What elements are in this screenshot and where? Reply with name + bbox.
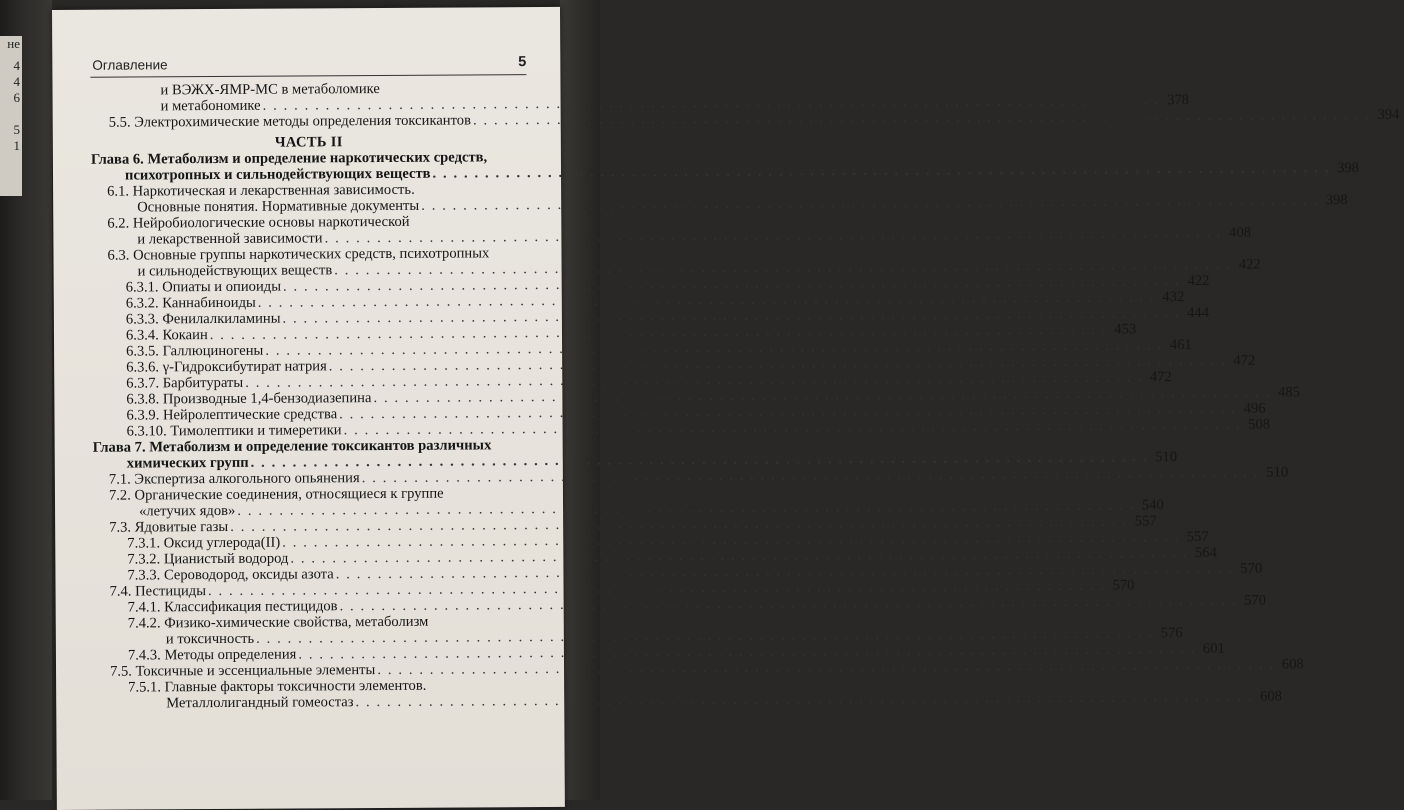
toc-entry-text: «летучих ядов» [139,502,236,520]
toc-line [94,688,1282,712]
toc-entry-text: 7.4.2. Физико-химические свойства, метаболизм [127,613,429,632]
toc-entry-text: 6.3.3. Фенилалкиламины [125,310,281,328]
table-of-contents [90,80,1400,712]
toc-entry-text: 6.3.7. Барбитураты [126,374,244,392]
toc-page-number: 472 [1233,352,1256,369]
toc-page-number: 422 [1238,256,1261,273]
toc-entry-text: 7.3.2. Цианистый водород [127,550,289,568]
toc-page-number: 472 [1149,369,1172,386]
toc-entry-text: Основные понятия. Нормативные документы [137,197,420,216]
toc-entry-text: 6.3.8. Производные 1,4-бензодиазепина [126,390,372,408]
previous-page-text: 4 [13,74,20,89]
previous-page-fragment [0,36,22,196]
toc-page-number: 608 [1260,688,1282,705]
toc-entry-text: Металлолигандный гомеостаз [166,694,354,712]
toc-page-number: 432 [1162,289,1185,306]
toc-page-number: 444 [1187,304,1210,322]
toc-page-number: 461 [1169,337,1192,354]
previous-page-text: 6 [13,90,20,105]
page-number: 5 [518,54,527,71]
toc-entry-text: 7.2. Органические соединения, относящиеся к группе [108,485,444,504]
toc-entry-text: 6.3.5. Галлюциногены [126,342,264,360]
toc-entry-text: 7.3.3. Сероводород, оксиды азота [127,566,334,584]
toc-page-number: 557 [1134,513,1157,530]
toc-entry-text: 6.3.10. Тимолептики и тимеретики [126,422,342,440]
toc-chapter-entry [92,437,1178,472]
toc-page-number: 540 [1141,497,1164,514]
toc-entry [90,80,1190,115]
toc-page-number: 378 [1167,92,1190,109]
toc-page-number: 398 [1337,160,1360,177]
toc-entry-text: и токсичность [165,630,255,648]
toc-entry [93,485,1164,520]
toc-entry-text: 6.1. Наркотическая и лекарственная зависимость. [107,181,415,200]
toc-section-part2 [90,149,1360,712]
toc-entry-text: химических групп [126,454,249,472]
toc-entry-text: 7.4. Пестициды [109,583,207,600]
previous-page-text: 1 [13,138,20,153]
previous-page-edge [0,0,52,800]
toc-entry-text: Глава 7. Метаболизм и определение токсикантов различных [92,437,492,456]
toc-page-number: 394 [1377,106,1400,123]
toc-page-number: 557 [1186,528,1209,546]
toc-entry-text: 6.3.2. Каннабиноиды [125,294,256,312]
toc-page-number: 398 [1325,192,1348,209]
toc-page-number: 510 [1155,449,1178,466]
toc-entry-text: 6.3.4. Кокаин [125,327,208,344]
toc-entry-text: 7.4.1. Классификация пестицидов [127,598,338,616]
toc-entry-text: 7.1. Экспертиза алкогольного опьянения [108,470,360,488]
toc-entry-text: 7.3. Ядовитые газы [109,518,229,536]
previous-page-text: 5 [13,122,20,137]
toc-entry-text: 6.2. Нейробиологические основы наркотической [107,213,410,232]
toc-entry-text: 6.3.1. Опиаты и опиоиды [125,278,282,296]
toc-page-number: 496 [1243,400,1266,417]
book-page [52,7,1400,810]
previous-page-text [0,106,22,122]
toc-page-number: 422 [1187,272,1210,290]
toc-page-number: 601 [1202,640,1225,657]
toc-page-number: 485 [1277,384,1300,401]
toc-page-number: 576 [1160,625,1183,642]
toc-entry-text: 7.5. Токсичные и эссенциальные элементы [109,662,376,680]
toc-page-number: 453 [1114,321,1137,338]
toc-page-number: 570 [1240,560,1263,577]
toc-entry [94,613,1183,648]
toc-entry-text: 7.4.3. Методы определения [127,646,297,664]
toc-entry-text: 6.3.9. Нейролептические средства [126,406,338,424]
toc-page-number: 570 [1112,577,1135,594]
toc-entry-text: 7.3.1. Оксид углерода(II) [127,534,281,552]
toc-entry [91,213,1252,248]
toc-section-part1-tail [90,80,1400,131]
toc-entry-text: психотропных и сильнодействующих веществ [124,165,431,184]
toc-entry [91,181,1348,216]
previous-page-text: не [7,36,20,51]
toc-page-number: 510 [1266,464,1289,481]
toc-entry-text: 6.3.6. γ-Гидроксибутират натрия [126,358,327,376]
toc-page-number: 564 [1194,544,1217,562]
toc-page-number: 508 [1248,416,1271,433]
toc-entry-text: и ВЭЖХ-ЯМР-МС в метаболомике [160,80,380,99]
toc-entry [91,245,1261,280]
toc-leader-dots [421,192,1319,213]
toc-entry-text: Глава 6. Метаболизм и определение наркотических средств, [90,149,488,168]
toc-entry-text: 6.3. Основные группы наркотических средств, психотропных [107,245,490,264]
toc-page-number: 408 [1229,224,1252,241]
toc-entry-text: и метабономике [160,97,261,115]
toc-entry [94,677,1282,712]
toc-page-number: 570 [1244,592,1267,609]
toc-entry-text: и сильнодействующих веществ [137,262,333,280]
previous-page-text: 4 [13,58,20,73]
toc-page-number: 608 [1281,656,1304,673]
toc-entry-text: и лекарственной зависимости [137,230,323,248]
running-header-title: Оглавление [92,57,168,73]
toc-entry-text: 7.5.1. Главные факторы токсичности элементов. [128,677,427,696]
toc-entry-text: 5.5. Электрохимические методы определения токсикантов [108,112,472,131]
toc-chapter-entry [90,149,1360,184]
part-heading: ЧАСТЬ II [274,134,343,151]
